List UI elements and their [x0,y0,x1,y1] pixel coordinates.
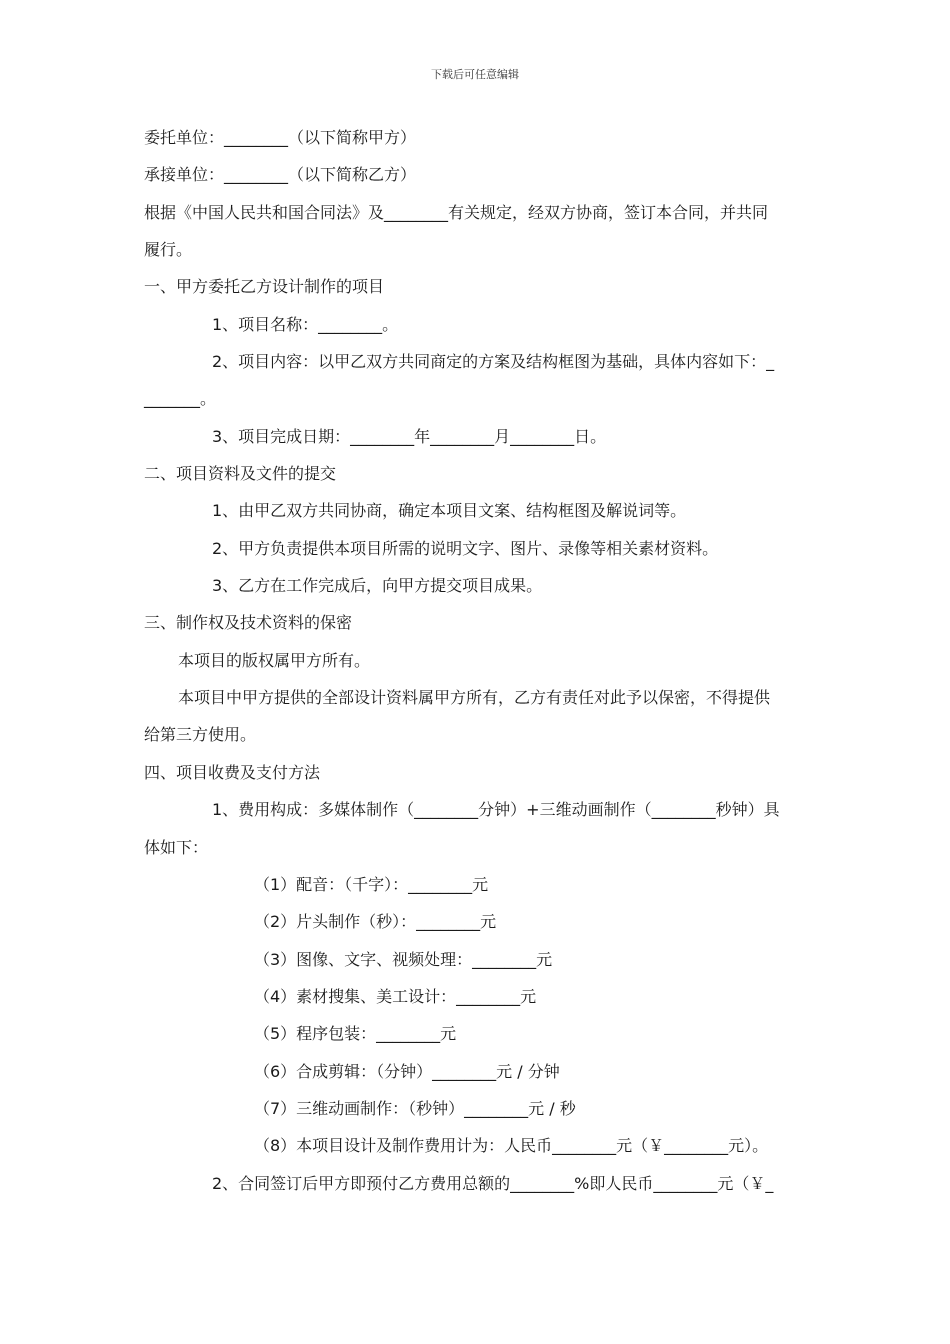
section-4-heading: 四、项目收费及支付方法 [144,763,321,782]
fee-item-1: （1）配音：（千字）：________元 [254,875,489,894]
item-project-content-cont: _______。 [144,389,217,408]
section-2-item-2: 2、甲方负责提供本项目所需的说明文字、图片、录像等相关素材资料。 [212,539,719,558]
section-2-item-3: 3、乙方在工作完成后，向甲方提交项目成果。 [212,576,543,595]
confidentiality-paragraph-1: 本项目中甲方提供的全部设计资料属甲方所有，乙方有责任对此予以保密，不得提供 [178,688,771,707]
item-project-content: 2、项目内容：以甲乙双方共同商定的方案及结构框图为基础，具体内容如下：_ [212,352,775,371]
contractor-unit-line: 承接单位：________（以下简称乙方） [144,165,417,184]
confidentiality-paragraph-2: 给第三方使用。 [144,725,257,744]
section-1-heading: 一、甲方委托乙方设计制作的项目 [144,277,385,296]
fee-item-2: （2）片头制作（秒）：________元 [254,912,497,931]
section-2-heading: 二、项目资料及文件的提交 [144,464,337,483]
fee-composition-line-2: 体如下： [144,838,209,857]
preamble-line-1: 根据《中国人民共和国合同法》及________有关规定，经双方协商，签订本合同，并共同 [144,203,769,222]
fee-item-4: （4）素材搜集、美工设计：________元 [254,987,537,1006]
fee-item-3: （3）图像、文字、视频处理：________元 [254,950,553,969]
prepayment-line: 2、合同签订后甲方即预付乙方费用总额的________%即人民币________元（￥_ [212,1174,774,1193]
fee-item-7: （7）三维动画制作：（秒钟）________元 / 秒 [254,1099,576,1118]
page-header: 下载后可任意编辑 [431,68,519,81]
fee-item-5: （5）程序包装：________元 [254,1024,457,1043]
client-unit-line: 委托单位：________（以下简称甲方） [144,128,417,147]
fee-item-6: （6）合成剪辑：（分钟）________元 / 分钟 [254,1062,560,1081]
fee-composition-line-1: 1、费用构成：多媒体制作（________分钟）+三维动画制作（________秒钟）具 [212,800,780,819]
fee-item-8: （8）本项目设计及制作费用计为：人民币________元（￥________元）。 [254,1136,769,1155]
preamble-line-2: 履行。 [144,240,193,259]
copyright-paragraph: 本项目的版权属甲方所有。 [178,651,371,670]
item-completion-date: 3、项目完成日期：________年________月________日。 [212,427,607,446]
section-2-item-1: 1、由甲乙双方共同协商，确定本项目文案、结构框图及解说词等。 [212,501,687,520]
section-3-heading: 三、制作权及技术资料的保密 [144,613,353,632]
item-project-name: 1、项目名称：________。 [212,315,399,334]
